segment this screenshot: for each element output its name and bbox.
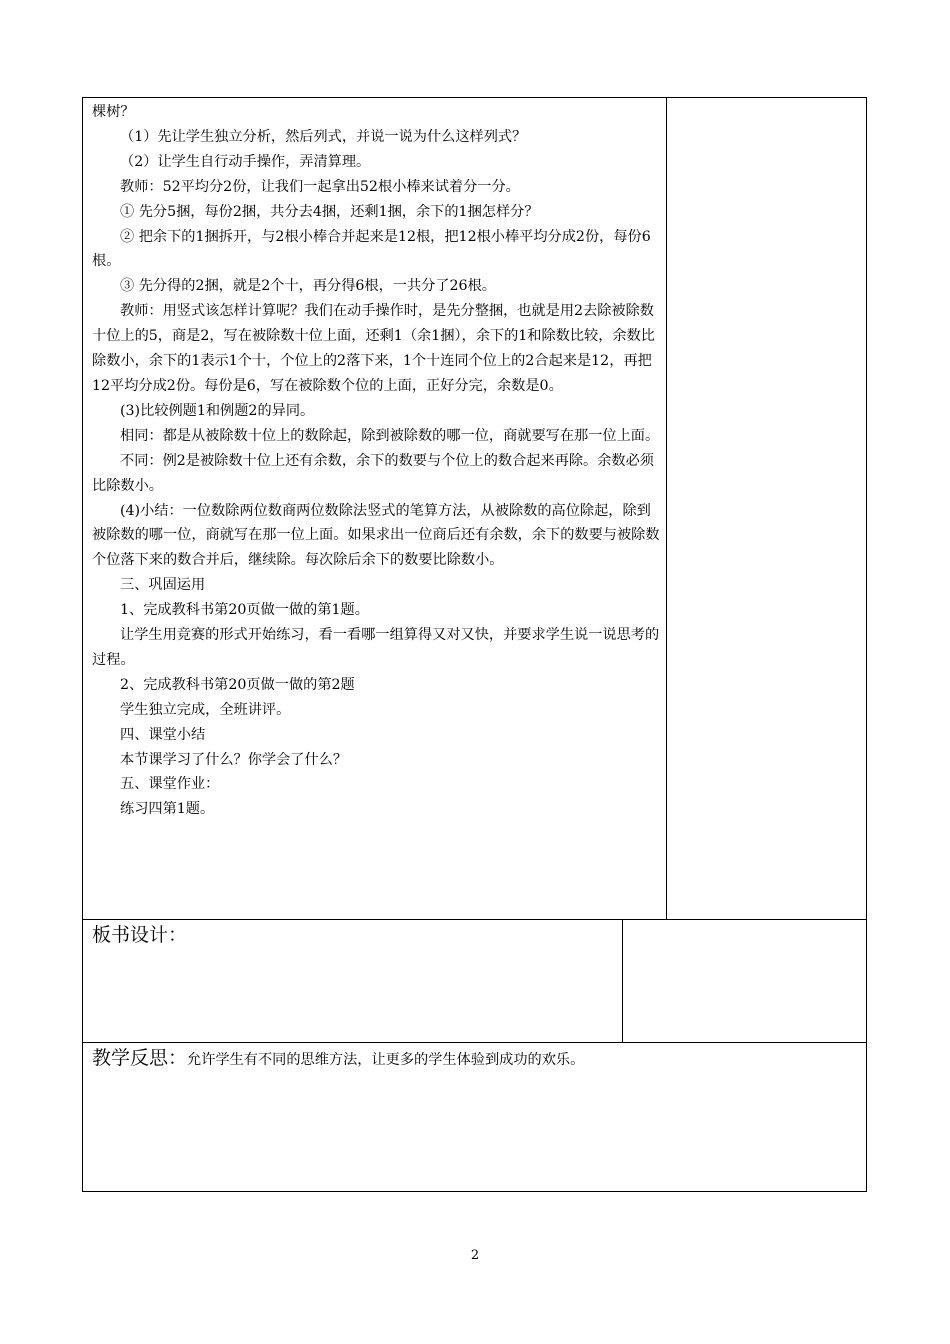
lesson-paragraph: 学生独立完成，全班讲评。 (120, 701, 291, 718)
lesson-paragraph: 1、完成教科书第20页做一做的第1题。 (120, 602, 369, 619)
lesson-paragraph: （1）先让学生独立分析，然后列式，并说一说为什么这样列式？ (120, 128, 527, 145)
lesson-paragraph: 四、课堂小结 (120, 726, 206, 743)
lesson-paragraph: 教师：用竖式该怎样计算呢？我们在动手操作时，是先分整捆，也就是用2去除被除数十位上的5，商是2，写在被除数十位上面，还剩1（余1捆），余下的1和除数比较，余数比除数小，余下的1表示1个十，个位上的2落下来，1个十连同个位上的2合起来是12，再把12平均分成2份。每份是6，写在被除数个位的上面，正好分完，余数是0。 (92, 303, 655, 394)
lesson-paragraph: 五、课堂作业： (120, 776, 220, 793)
lesson-paragraph: 2、完成教科书第20页做一做的第2题 (120, 676, 355, 693)
reflection-block (92, 1045, 584, 1073)
lesson-paragraph: 不同：例2是被除数十位上还有余数，余下的数要与个位上的数合起来再除。余数必须比除数小。 (92, 452, 654, 494)
notes-column-cell (666, 97, 867, 920)
lesson-paragraph: 三、巩固运用 (120, 577, 206, 594)
reflection-text: 允许学生有不同的思维方法，让更多的学生体验到成功的欢乐。 (187, 1052, 585, 1068)
lesson-paragraph: ② 把余下的1捆拆开，与2根小棒合并起来是12根，把12根小棒平均分成2份，每份6根。 (92, 228, 651, 270)
page-number: 2 (470, 1248, 480, 1263)
lesson-paragraph: 相同：都是从被除数十位上的数除起，除到被除数的哪一位，商就要写在那一位上面。 (120, 427, 660, 444)
lesson-paragraph: 本节课学习了什么？你学会了什么？ (120, 751, 348, 768)
lesson-paragraph: 教师：52平均分2份，让我们一起拿出52根小棒来试着分一分。 (120, 178, 520, 195)
lesson-paragraph: 让学生用竞赛的形式开始练习，看一看哪一组算得又对又快，并要求学生说一说思考的过程。 (92, 627, 660, 668)
lesson-paragraph: （2）让学生自行动手操作，弄清算理。 (120, 153, 371, 170)
reflection-title: 教学反思： (92, 1047, 188, 1069)
board-design-title: 板书设计： (92, 924, 188, 946)
lesson-paragraph: (3)比较例题1和例题2的异同。 (120, 402, 315, 419)
lesson-paragraph: 棵树？ (92, 104, 135, 120)
lesson-paragraph: 练习四第1题。 (120, 801, 215, 818)
board-design-side-cell (622, 919, 867, 1043)
lesson-paragraph: ③ 先分得的2捆，就是2个十，再分得6根，一共分了26根。 (120, 278, 496, 295)
lesson-content (92, 100, 660, 822)
lesson-paragraph: ① 先分5捆，每份2捆，共分去4捆，还剩1捆，余下的1捆怎样分？ (120, 203, 539, 220)
lesson-paragraph: (4)小结：一位数除两位数商两位数除法竖式的笔算方法，从被除数的高位除起，除到被除数的哪一位，商就写在那一位上面。如果求出一位商后还有余数，余下的数要与被除数个位落下来的数合并后，继续除。每次除后余下的数要比除数小。 (92, 502, 660, 569)
